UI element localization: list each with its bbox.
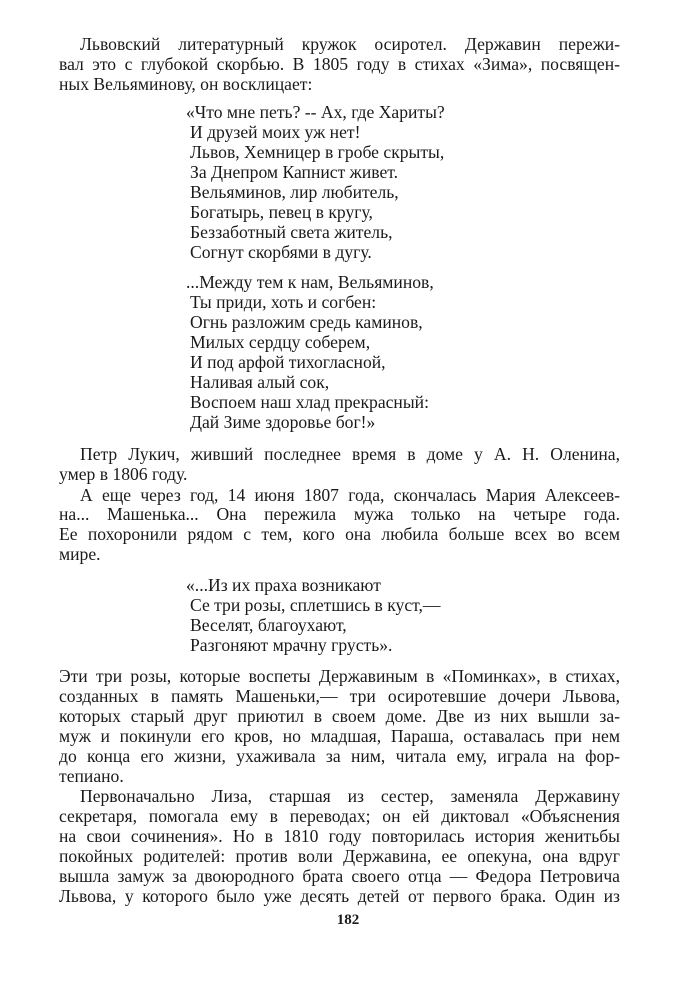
verse-line: Воспоем наш хлад прекрасный: (190, 392, 429, 412)
verse-line: Огнь разложим средь каминов, (190, 312, 423, 333)
verse-line: Богатырь, певец в кругу, (190, 201, 373, 222)
text-line: Эти три розы, которые воспеты Державиным в «Поминках», в стихах, (59, 665, 620, 686)
text-line: ных Вельяминову, он восклицает: (59, 73, 313, 94)
verse-line: Милых сердцу соберем, (190, 332, 371, 353)
text-line: которых старый друг приютил в своем доме. Две из них вышли за- (59, 705, 620, 726)
text-line: на свои сочинения». Но в 1810 году повторилась история женитьбы (59, 826, 620, 847)
text-line: Петр Лукич, живший последнее время в доме у А. Н. Оленина, (80, 443, 620, 464)
text-line: Ее похоронили рядом с тем, кого она любила больше всех во всем (59, 524, 620, 545)
text-line: до конца его жизни, ухаживала за ним, читала ему, играла на фор- (59, 745, 620, 766)
verse-line: Согнут скорбями в дугу. (190, 241, 372, 262)
text-line: вышла замуж за двоюродного брата своего отца — Федора Петровича (59, 866, 620, 887)
text-line: А еще через год, 14 июня 1807 года, скончалась Мария Алексеев- (80, 484, 620, 505)
text-line: на... Машенька... Она пережила мужа только на четыре года. (59, 504, 620, 525)
text-line: Львова, у которого было уже десять детей от первого брака. Один из (59, 886, 620, 906)
verse-line: И под арфой тихогласной, (190, 352, 386, 373)
text-line: тепиано. (59, 765, 124, 786)
verse-line: И друзей моих уж нет! (190, 121, 361, 142)
verse-line: «...Из их праха возникают (186, 575, 381, 596)
verse-line: За Днепром Капнист живет. (190, 161, 399, 182)
verse-line: Се три розы, сплетшись в куст,— (190, 595, 441, 616)
text-line: вал это с глубокой скорбью. В 1805 году в стихах «Зима», посвящен- (59, 53, 620, 74)
verse-line: Веселят, благоухают, (190, 615, 347, 635)
text-line: покойных родителей: против воли Державина, ее опекуна, она вдруг (59, 846, 620, 867)
text-line: мире. (59, 544, 101, 565)
text-line: созданных в память Машеньки,— три осиротевшие дочери Львова, (59, 685, 620, 706)
verse-line: Дай Зиме здоровье бог!» (190, 412, 376, 432)
verse-line: Львов, Хемницер в гробе скрыты, (190, 141, 445, 162)
text-line: умер в 1806 году. (59, 463, 188, 484)
verse-line: Наливая алый сок, (190, 372, 330, 393)
text-line: муж и покинули его кров, но младшая, Параша, оставалась при нем (59, 725, 620, 746)
verse-line: Разгоняют мрачну грусть». (190, 634, 393, 655)
verse-line: Ты приди, хоть и согбен: (190, 292, 377, 313)
verse-line: Беззаботный света житель, (190, 221, 393, 242)
verse-line: ...Между тем к нам, Вельяминов, (186, 272, 434, 293)
text-line: Первоначально Лиза, старшая из сестер, заменяла Державину (80, 786, 620, 807)
page-number: 182 (336, 912, 360, 928)
text-line: секретаря, помогала ему в переводах; он ей диктовал «Объяснения (59, 806, 620, 827)
verse-line: Вельяминов, лир любитель, (190, 181, 399, 202)
verse-line: «Что мне петь? -- Ах, где Хариты? (186, 102, 445, 122)
text-line: Львовский литературный кружок осиротел. Державин пережи- (80, 34, 620, 54)
